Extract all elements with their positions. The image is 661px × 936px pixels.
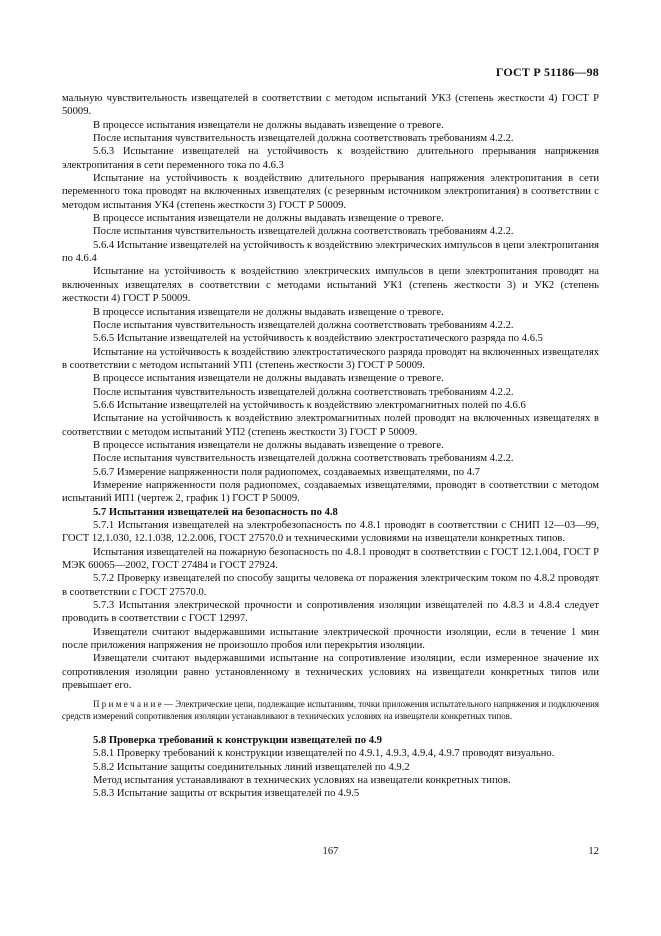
paragraph: После испытания чувствительность извещателей должна соответствовать требованиям 4.2.2. <box>93 453 514 465</box>
paragraph: После испытания чувствительность извещателей должна соответствовать требованиям 4.2.2. <box>93 226 514 238</box>
paragraph: В процессе испытания извещатели не должны выдавать извещение о тревоге. <box>93 119 444 131</box>
paragraph: После испытания чувствительность извещателей должна соответствовать требованиям 4.2.2. <box>93 133 514 145</box>
paragraph: Испытание на устойчивость к воздействию электростатического разряда проводят на включенных извещателях в соответствии с методом испытаний УП1 (степень жесткости 3) ГОСТ Р 50009. <box>62 346 599 371</box>
section-heading: 5.8 Проверка требований к конструкции извещателей по 4.9 <box>93 734 382 746</box>
paragraph: 5.6.5 Испытание извещателей на устойчивость к воздействию электростатического разряда по 4.6.5 <box>93 333 543 345</box>
paragraph: 5.7.2 Проверку извещателей по способу защиты человека от поражения электрическим током по 4.8.2 проводят в соответствии с ГОСТ 27570.0. <box>62 573 599 598</box>
paragraph: Испытание на устойчивость к воздействию длительного прерывания напряжения электропитания в сети переменного тока проводят на включенных извещателях (с резервным источником электропитания) в соответствии с методом испытания УК4 (степень жесткости 3) ГОСТ Р 50009. <box>62 173 599 211</box>
paragraph: 5.7.1 Испытания извещателей на электробезопасность по 4.8.1 проводят в соответствии с СНИП 12—03—99, ГОСТ 12.1.030, 12.1.038, 12.2.006, ГОСТ 27570.0 и техническими условиями на извещатели конкретных типов. <box>62 520 599 545</box>
section-heading: 5.7 Испытания извещателей на безопасность по 4.8 <box>93 506 338 518</box>
paragraph: 5.6.3 Испытание извещателей на устойчивость к воздействию длительного прерывания напряжения электропитания в сети переменного тока по 4.6.3 <box>62 146 599 171</box>
paragraph: В процессе испытания извещатели не должны выдавать извещение о тревоге. <box>93 213 444 225</box>
paragraph: Испытания извещателей на пожарную безопасность по 4.8.1 проводят в соответствии с ГОСТ 12.1.004, ГОСТ Р МЭК 60065—2002, ГОСТ 27484 и ГОСТ 27924. <box>62 546 599 572</box>
note-paragraph <box>62 699 599 721</box>
paragraph: 5.8.3 Испытание защиты от вскрытия извещателей по 4.9.5 <box>93 788 360 800</box>
note-text: Электрические цепи, подлежащие испытаниям, точки приложения испытательного напряжения и подключения средств измерений сопротивления изоляции устанавливают в технических условиях на извещатели конкретных типов. <box>62 699 600 721</box>
paragraph-block-section-5-8 <box>62 734 599 801</box>
sheet-number: 12 <box>588 846 599 857</box>
paragraph: Испытание на устойчивость к воздействию электромагнитных полей проводят на включенных извещателях в соответствии с методом испытаний УП2 (степень жесткости 3) ГОСТ Р 50009. <box>62 413 599 438</box>
document-body <box>62 92 599 801</box>
paragraph: 5.6.4 Испытание извещателей на устойчивость к воздействию электрических импульсов в цепи электропитания по 4.6.4 <box>62 239 599 265</box>
paragraph: 5.8.1 Проверку требований к конструкции извещателей по 4.9.1, 4.9.3, 4.9.4, 4.9.7 проводят визуально. <box>93 748 555 760</box>
paragraph: Измерение напряженности поля радиопомех, создаваемых извещателями, проводят в соответствии с методом испытаний ИП1 (чертеж 2, график 1) ГОСТ Р 50009. <box>62 479 599 505</box>
paragraph: Метод испытания устанавливают в технических условиях на извещатели конкретных типов. <box>93 774 511 786</box>
paragraph: 5.6.7 Измерение напряженности поля радиопомех, создаваемых извещателями, по 4.7 <box>93 466 480 478</box>
paragraph: Извещатели считают выдержавшими испытание на сопротивление изоляции, если измеренное значение их сопротивления изоляции равно установленному в технических условиях на извещатели конкретных типов или превышает его. <box>62 653 599 692</box>
paragraph: В процессе испытания извещатели не должны выдавать извещение о тревоге. <box>93 373 444 385</box>
note-label: П р и м е ч а н и е — <box>93 699 173 710</box>
paragraph: После испытания чувствительность извещателей должна соответствовать требованиям 4.2.2. <box>93 386 514 398</box>
paragraph: В процессе испытания извещатели не должны выдавать извещение о тревоге. <box>93 306 444 318</box>
paragraph: В процессе испытания извещатели не должны выдавать извещение о тревоге. <box>93 439 444 451</box>
paragraph: Испытание на устойчивость к воздействию электрических импульсов в цепи электропитания проводят на включенных извещателях в соответствии с методами испытаний УК1 (степень жесткости 3) и УК2 (степень жесткости 4) ГОСТ Р 50009. <box>62 266 599 305</box>
paragraph: мальную чувствительность извещателей в соответствии с методом испытаний УК3 (степень жесткости 4) ГОСТ Р 50009. <box>62 93 599 118</box>
paragraph: 5.6.6 Испытание извещателей на устойчивость к воздействию электромагнитных полей по 4.6.6 <box>93 399 526 411</box>
document-code-header: ГОСТ Р 51186—98 <box>495 65 599 79</box>
paragraph: 5.7.3 Испытания электрической прочности и сопротивления изоляции извещателей по 4.8.3 и 4.8.4 следует проводить в соответствии с ГОСТ 12997. <box>62 600 599 625</box>
paragraph: После испытания чувствительность извещателей должна соответствовать требованиям 4.2.2. <box>93 319 514 331</box>
paragraph: Извещатели считают выдержавшими испытание электрической прочности изоляции, если в течение 1 мин после приложения напряжения не произошло пробоя или перекрытия изоляции. <box>62 626 599 652</box>
paragraph-block-main <box>62 92 599 692</box>
paragraph: 5.8.2 Испытание защиты соединительных линий извещателей по 4.9.2 <box>93 761 410 773</box>
page-number: 167 <box>322 846 339 857</box>
